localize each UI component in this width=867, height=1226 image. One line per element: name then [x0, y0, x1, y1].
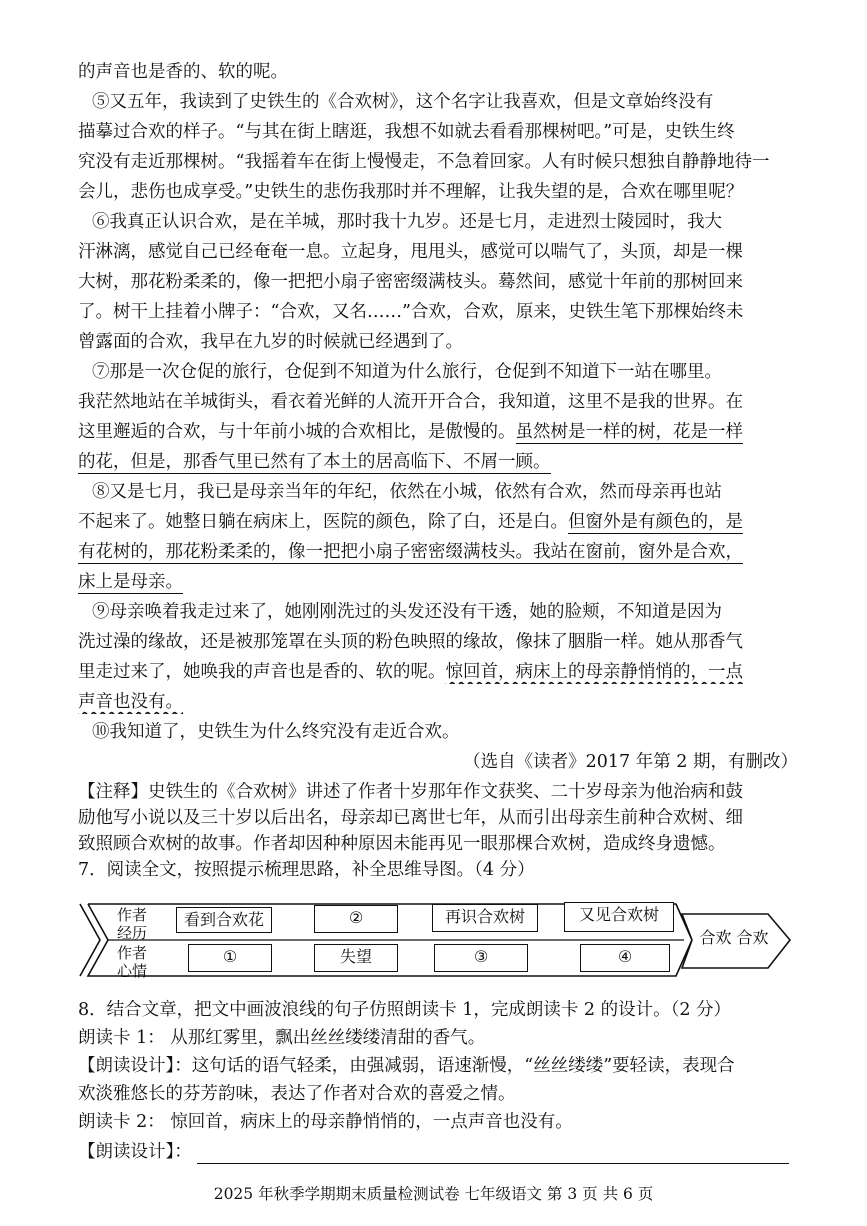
reading-design-1-line: 欢淡雅悠长的芬芳韵味，表达了作者对合欢的喜爱之情。	[78, 1084, 516, 1104]
experience-box-1: 看到合欢花	[176, 907, 272, 933]
paragraph-9-line: 洗过澡的缘故，还是被那笼罩在头顶的粉色映照的缘故，像抹了胭脂一样。她从那香气	[78, 632, 743, 652]
paragraph-5-line: 究没有走近那棵树。“我摇着车在街上慢慢走，不急着回家。人有时候只想独自静静地待一	[78, 152, 770, 172]
label-text: 作者	[116, 944, 147, 962]
question-7: 7．阅读全文，按照提示梳理思路，补全思维导图。（4 分）	[78, 860, 535, 880]
paragraph-7-line: ⑦那是一次仓促的旅行，仓促到不知道为什么旅行，仓促到不知道下一站在哪里。	[92, 362, 722, 382]
underlined-sentence: 有花树的，那花粉柔柔的，像一把把小扇子密密缀满枝头。我站在窗前，窗外是合欢，	[78, 542, 743, 562]
paragraph-5-line: 描摹过合欢的样子。“与其在街上瞎逛，我想不如就去看看那棵树吧。”可是，史铁生终	[78, 122, 735, 142]
mind-map	[78, 888, 798, 988]
experience-box-4: 又见合欢树	[564, 902, 674, 932]
paragraph-5-line: ⑤又五年，我读到了史铁生的《合欢树》，这个名字让我喜欢，但是文章始终没有	[92, 92, 714, 112]
label-text: 经历	[116, 924, 147, 942]
end-label: 合欢 合欢	[699, 928, 769, 947]
label-text: 作者	[116, 906, 147, 924]
answer-line[interactable]	[197, 1145, 789, 1164]
wavy-underlined-sentence: 惊回首，病床上的母亲静悄悄的，一点	[445, 662, 743, 682]
paragraph-5-line: 会儿，悲伤也成享受。”史铁生的悲伤我那时并不理解，让我失望的是，合欢在哪里呢？	[78, 182, 744, 202]
underlined-sentence: 但窗外是有颜色的，是	[568, 512, 743, 532]
paragraph-6-line: ⑥我真正认识合欢，是在羊城，那时我十九岁。还是七月，走进烈士陵园时，我大	[92, 212, 722, 232]
plain-text: 这里邂逅的合欢，与十年前小城的合欢相比，是傲慢的。	[78, 422, 516, 442]
underlined-sentence: 的花，但是，那香气里已然有了本土的居高临下、不屑一顾。	[78, 452, 551, 472]
experience-box-3: 再识合欢树	[432, 904, 538, 932]
paragraph-7-line	[78, 420, 798, 444]
paragraph-9-line	[78, 690, 798, 714]
mood-box-2: 失望	[314, 944, 398, 972]
paragraph-7-line	[78, 450, 798, 474]
paragraph-6-line: 曾露面的合欢，我早在九岁的时候就已经遇到了。	[78, 332, 463, 352]
reading-card-2: 朗读卡 2： 惊回首，病床上的母亲静悄悄的，一点声音也没有。	[78, 1112, 573, 1132]
paragraph-6-line: 汗淋漓，感觉自己已经奄奄一息。立起身，甩甩头，感觉可以喘气了，头顶，却是一棵	[78, 242, 743, 262]
question-8: 8．结合文章，把文中画波浪线的句子仿照朗读卡 1，完成朗读卡 2 的设计。（2 分）	[78, 1000, 732, 1020]
reading-card-1: 朗读卡 1： 从那红雾里，飘出丝丝缕缕清甜的香气。	[78, 1028, 486, 1048]
paragraph-6-line: 了。树干上挂着小牌子：“合欢，又名……”合欢，合欢，原来，史铁生笔下那棵始终未	[78, 302, 744, 322]
experience-box-2: ②	[314, 905, 398, 933]
page-footer: 2025 年秋季学期期末质量检测试卷 七年级语文 第 3 页 共 6 页	[213, 1185, 654, 1203]
reading-design-1-line: 【朗读设计】：这句话的语气轻柔，由强减弱，语速渐慢，“丝丝缕缕”要轻读，表现合	[78, 1056, 735, 1076]
paragraph-7-line: 我茫然地站在羊城街头，看衣着光鲜的人流开开合合，我知道，这里不是我的世界。在	[78, 392, 743, 412]
chevron-icon	[80, 904, 100, 976]
wavy-underlined-sentence: 声音也没有。	[78, 692, 183, 712]
paragraph-8-line	[78, 570, 798, 594]
plain-text: 不起来了。她整日躺在病床上，医院的颜色，除了白，还是白。	[78, 512, 568, 532]
note-line: 致照顾合欢树的故事。作者却因种种原因未能再见一眼那棵合欢树，造成终身遗憾。	[78, 834, 726, 854]
label-experience	[112, 906, 152, 942]
paragraph-line: 的声音也是香的、软的呢。	[78, 62, 288, 82]
plain-text: 里走过来了，她唤我的声音也是香的、软的呢。	[78, 662, 446, 682]
note-line: 【注释】史铁生的《合欢树》讲述了作者十岁那年作文获奖、二十岁母亲为他治病和鼓	[78, 782, 743, 802]
underlined-sentence: 床上是母亲。	[78, 572, 183, 592]
note-line: 励他写小说以及三十岁以后出名，母亲却已离世七年，从而引出母亲生前种合欢树、细	[78, 808, 743, 828]
paragraph-6-line: 大树，那花粉柔柔的，像一把把小扇子密密缀满枝头。蓦然间，感觉十年前的那树回来	[78, 272, 743, 292]
mood-box-1: ①	[188, 944, 272, 972]
paragraph-10-line: ⑩我知道了，史铁生为什么终究没有走近合欢。	[92, 722, 460, 742]
paragraph-8-line: ⑧又是七月，我已是母亲当年的年纪，依然在小城，依然有合欢，然而母亲再也站	[92, 482, 722, 502]
paragraph-9-line	[78, 660, 798, 684]
paragraph-9-line: ⑨母亲唤着我走过来了，她刚刚洗过的头发还没有干透，她的脸颊，不知道是因为	[92, 602, 722, 622]
label-mood	[112, 944, 152, 980]
mood-box-3: ③	[434, 944, 528, 972]
label-text: 心情	[116, 962, 147, 980]
paragraph-8-line	[78, 540, 798, 564]
reading-design-2	[78, 1140, 798, 1164]
underlined-sentence: 虽然树是一样的树，花是一样	[515, 422, 743, 442]
design-label: 【朗读设计】：	[78, 1142, 192, 1162]
paragraph-8-line	[78, 510, 798, 534]
source-citation: （选自《读者》2017 年第 2 期，有删改）	[463, 752, 798, 772]
mood-box-4: ④	[580, 944, 670, 972]
